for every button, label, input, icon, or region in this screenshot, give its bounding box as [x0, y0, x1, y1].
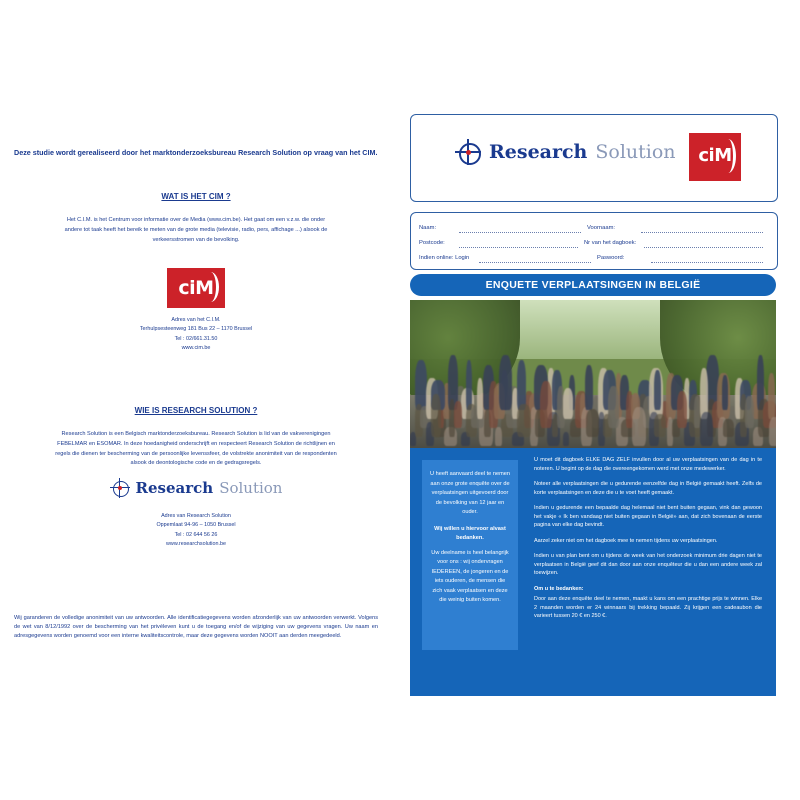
- cim-address-label: Adres van het C.I.M.: [171, 317, 221, 323]
- cim-address-block: [0, 316, 392, 354]
- crosshair-target-icon: [455, 139, 481, 165]
- input-postcode[interactable]: [459, 239, 578, 248]
- research-solution-address-block: [0, 512, 392, 550]
- label-nr-dagboek: Nr van het dagboek:: [584, 240, 637, 246]
- header-logo-word-2: Solution: [595, 141, 676, 163]
- left-page: [0, 0, 392, 800]
- thanks-title: Om u te bedanken:: [534, 585, 584, 592]
- cover-photo-crowd: [410, 300, 776, 448]
- header-logo-box: [410, 114, 778, 202]
- form-row-naam-voornaam: [419, 221, 769, 235]
- cim-address-line-3: www.cim.be: [181, 345, 211, 352]
- header-cim-logo-text: ciM: [698, 145, 732, 166]
- research-solution-word-2: Solution: [219, 479, 283, 497]
- label-online-login: Indien online: Login: [419, 255, 470, 261]
- cim-logo-icon: [167, 268, 225, 308]
- instructions-panel: [410, 448, 776, 696]
- section-paragraph-research-solution: Research Solution is een Belgisch marktonderzoeksbureau. Research Solution is lid van de vakverenigingen FEBELMAR en ESOMAR. In deze hoedanigheid onderschrijft en respecteert Research Solution de richtlijnen en regels die dienen ter bescherming van de persoonlijke levenssfeer, de volstrekte anonimiteit van de respondenten alsook de deontologische code en de gedragsregels.: [55, 431, 337, 467]
- photo-crowd-figures: [410, 356, 776, 448]
- thank-you-line-1: U heeft aanvaard deel te nemen aan onze grote enquête over de verplaatsingen uitgevoerd door de bevolking van 12 jaar en ouder.: [430, 471, 510, 515]
- rs-address-line-3: www.researchsolution.be: [166, 541, 226, 548]
- label-paswoord: Paswoord:: [597, 255, 625, 261]
- research-solution-word-1: Research: [135, 479, 214, 497]
- thank-you-emphasis: Wij willen u hiervoor alvast bedanken.: [434, 525, 506, 541]
- input-login[interactable]: [479, 254, 591, 263]
- crosshair-target-icon: [110, 478, 130, 498]
- survey-title-banner: ENQUETE VERPLAATSINGEN IN BELGIË: [410, 274, 776, 296]
- header-research-solution-logo: [455, 139, 676, 165]
- rs-address-line-1: Oppemlaat 94-96 – 1050 Brussel: [156, 522, 236, 529]
- input-voornaam[interactable]: [641, 224, 763, 233]
- header-cim-logo-icon: [689, 133, 741, 181]
- input-naam[interactable]: [459, 224, 581, 233]
- instruction-paragraph-3: Indien u gedurende een bepaalde dag helemaal niet bent buiten gegaan, vink dan gewoon het vakje « Ik ben vandaag niet buiten gegaan in België» aan, dat zich bovenaan de eerste pagina van elke dag bevindt.: [534, 505, 762, 529]
- thank-you-line-2: Uw deelname is heel belangrijk voor ons : wij ondervragen IEDEREEN, de jongeren en de iets ouderen, de mensen die zich vaak verplaatsen en deze die weinig buiten komen.: [431, 549, 509, 603]
- label-postcode: Postcode:: [419, 240, 445, 246]
- left-page-headline: Deze studie wordt gerealiseerd door het marktonderzoeksbureau Research Solution op vraag van het CIM.: [14, 148, 378, 157]
- cim-logo-text: ciM: [178, 277, 214, 299]
- instruction-paragraph-5: Indien u van plan bent om u tijdens de week van het onderzoek minimum drie dagen niet te verplaatsen in België geef dit dan door aan onze enquêteur die u dan een andere week zal toewijzen.: [534, 553, 762, 577]
- thanks-body: Door aan deze enquête deel te nemen, maakt u kans om een prachtige prijs te winnen. Elke 2 maanden worden er 24 winnaars bij trekking bepaald. Zij krijgen een cadeaubon die varieert tussen 20 € en 250 €.: [534, 596, 762, 620]
- label-naam: Naam:: [419, 225, 437, 231]
- instruction-paragraph-1: U moet dit dagboek ELKE DAG ZELF invullen door al uw verplaatsingen van de dag in te noteren. U begint op de dag die overeengekomen werd met onze medewerker.: [534, 457, 762, 472]
- header-logo-word-1: Research: [489, 141, 588, 163]
- cim-address-line-1: Terhulpsesteenweg 181 Bus 22 – 1170 Brussel: [139, 326, 253, 333]
- instruction-paragraph-4: Aarzel zeker niet om het dagboek mee te nemen tijdens uw verplaatsingen.: [534, 537, 718, 544]
- respondent-form-box: [410, 212, 778, 270]
- input-paswoord[interactable]: [651, 254, 763, 263]
- form-row-postcode-dagboek: [419, 236, 769, 250]
- rs-address-line-2: Tel : 02 644 56 26: [174, 531, 218, 538]
- section-title-wat-is-het-cim: WAT IS HET CIM ?: [161, 192, 231, 201]
- section-title-wie-is-research-solution: WIE IS RESEARCH SOLUTION ?: [134, 406, 258, 415]
- cim-address-line-2: Tel : 02/661.31.50: [174, 335, 218, 342]
- research-solution-logo-block: [0, 478, 392, 503]
- input-nr-dagboek[interactable]: [644, 239, 763, 248]
- cim-swoop-icon: [723, 139, 736, 173]
- instructions-text-column: [534, 456, 762, 628]
- privacy-footer-text: Wij garanderen de volledige anonimiteit van uw antwoorden. Alle identificatiegegevens worden afzonderlijk van uw antwoorden verwerkt. Volgens de wet van 8/12/1992 over de bescherming van het privéleven kunt u de toegang en/of de wijziging van uw gegevens vragen. Uw naam en adresgegevens worden genoemd voor een interne kwaliteitscontrole, maar deze gegevens worden NOOIT aan derden meegedeeld.: [14, 615, 378, 640]
- form-row-login-paswoord: [419, 251, 769, 265]
- research-solution-logo: [110, 478, 283, 498]
- instruction-paragraph-2: Noteer alle verplaatsingen die u gedurende eenzelfde dag in België gemaakt heeft. Zelfs de korte verplaatsingen en deze die u te voet heeft gemaakt.: [534, 481, 762, 496]
- label-voornaam: Voornaam:: [587, 225, 616, 231]
- cim-logo-block: [0, 268, 392, 313]
- rs-address-label: Adres van Research Solution: [161, 513, 231, 519]
- section-paragraph-cim: Het C.I.M. is het Centrum voor informatie over de Media (www.cim.be). Het gaat om een v.z.w. die onder andere tot taak heeft het bereik te meten van de grote media (televisie, radio, pers, affichage ...) alsook de verkeersstromen van de bevolking.: [64, 217, 328, 243]
- right-page: [392, 0, 800, 800]
- thank-you-card: [422, 460, 518, 650]
